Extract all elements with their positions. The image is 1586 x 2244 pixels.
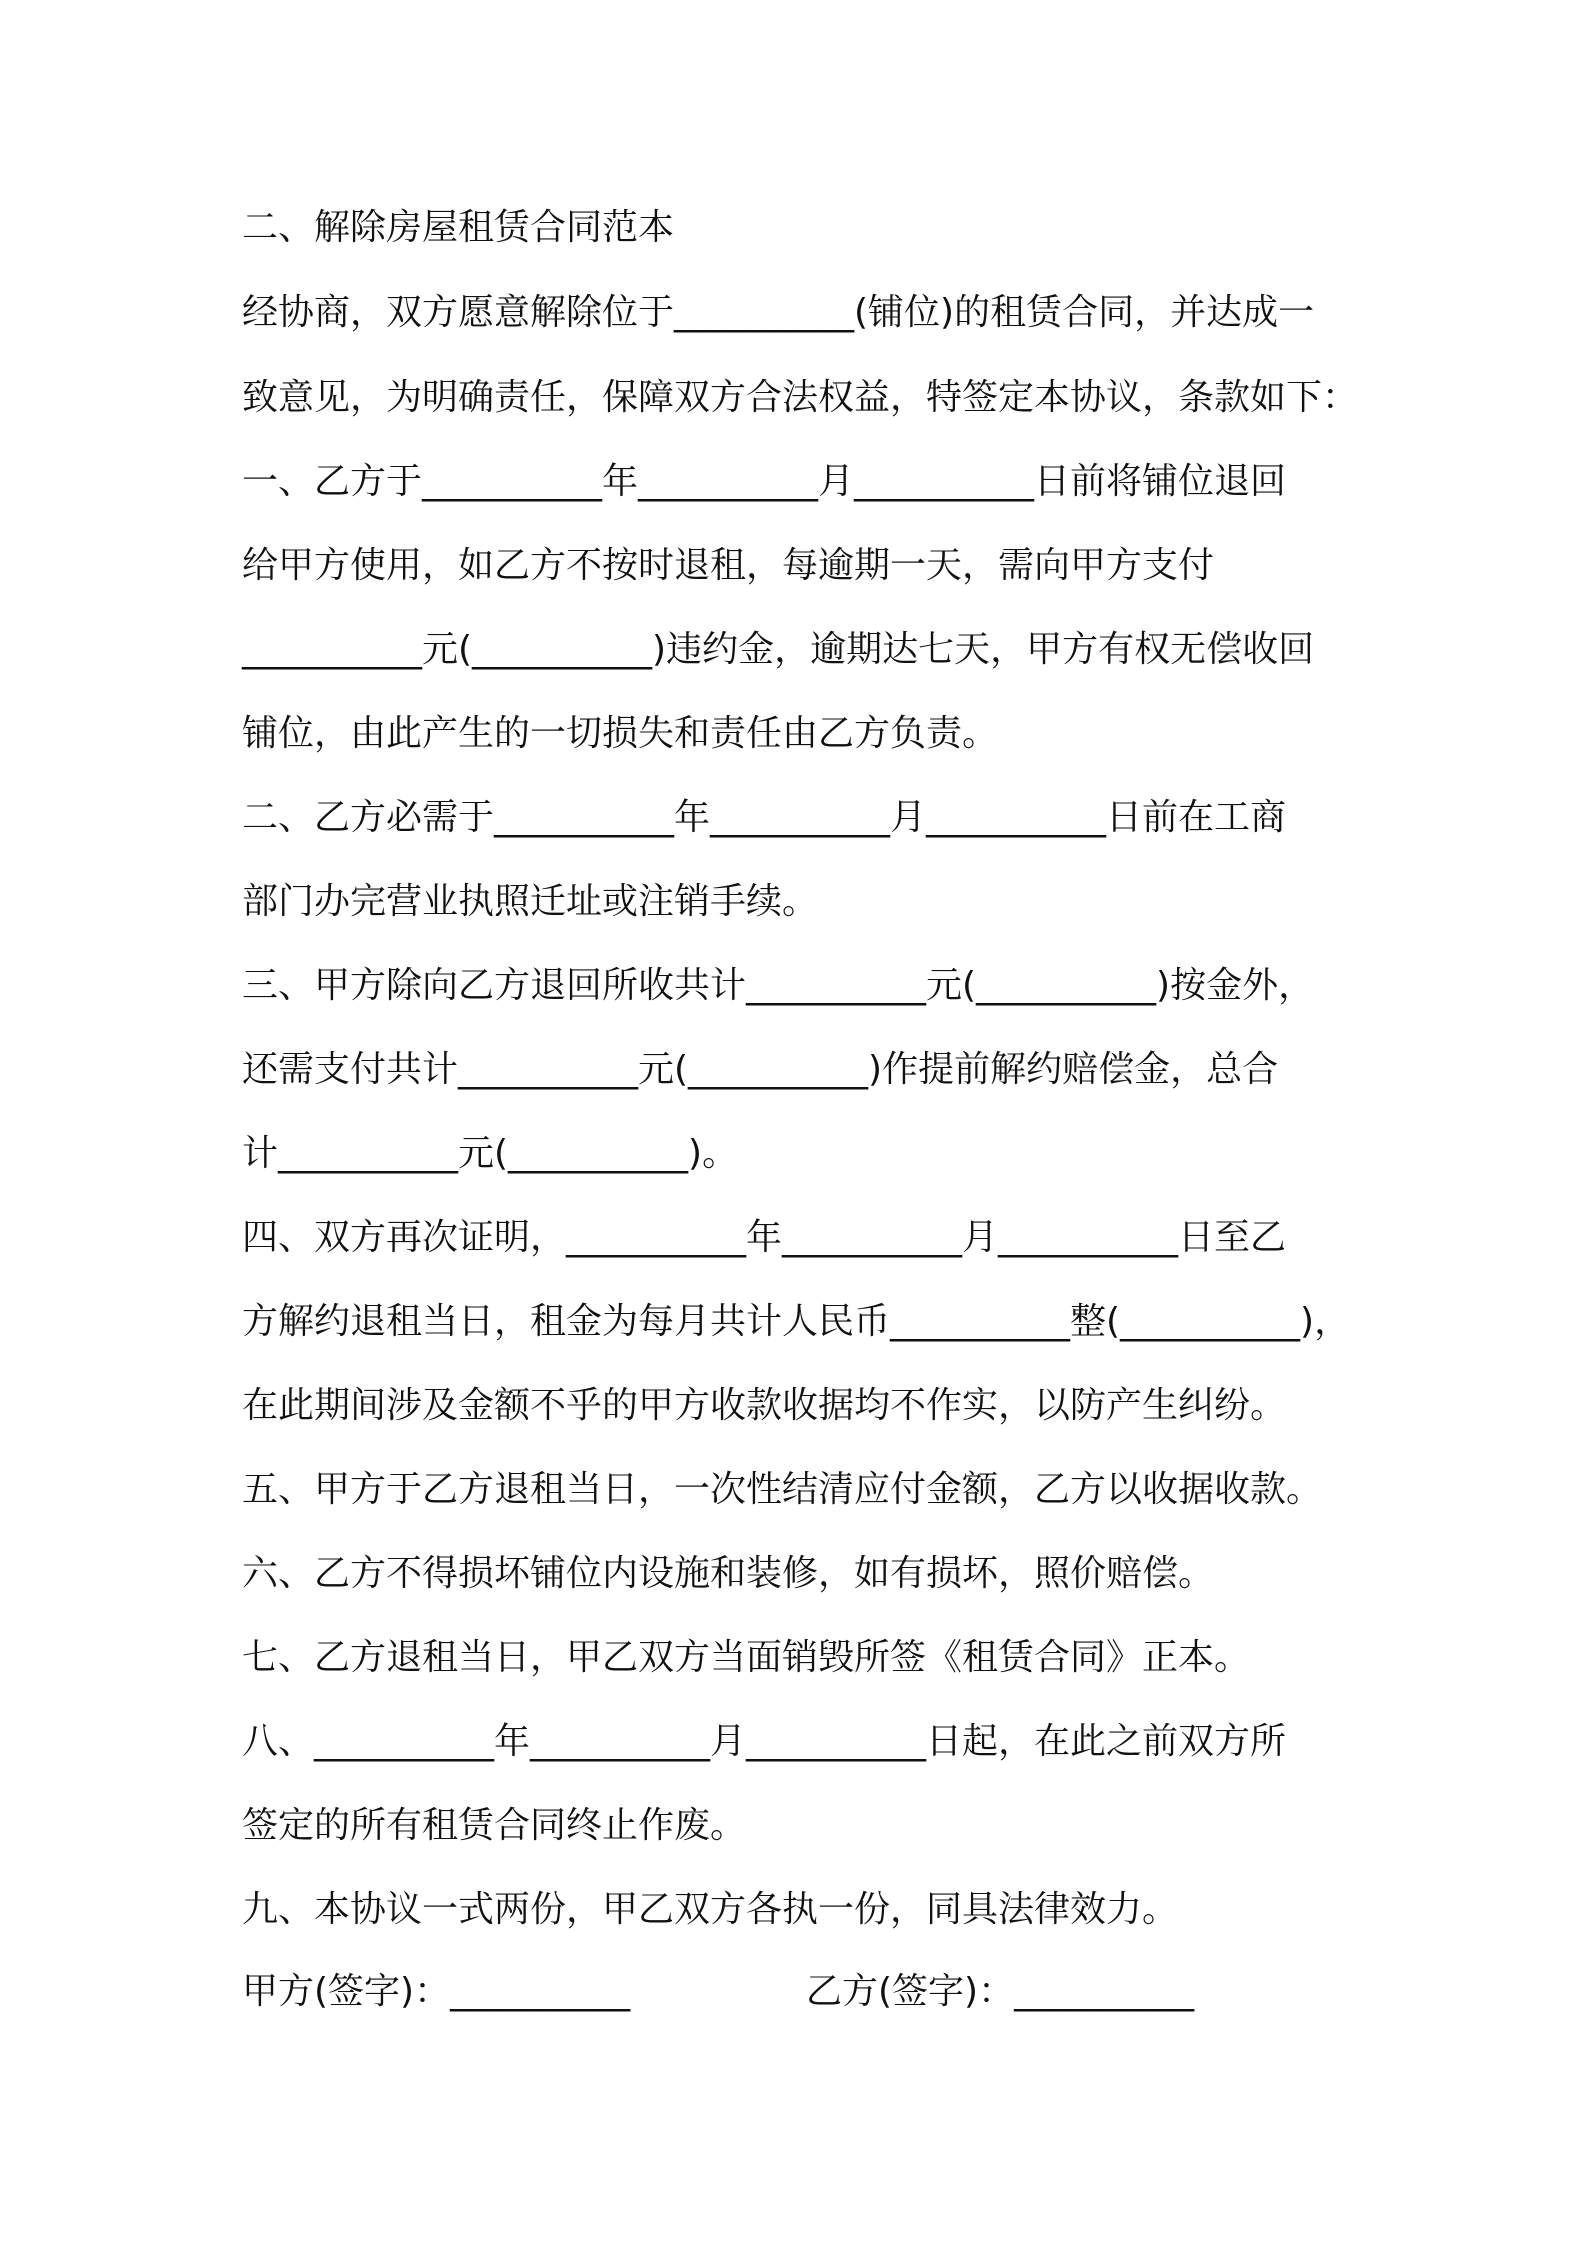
clause-1-line: 一、乙方于__________年__________月__________日前将铺位退回 xyxy=(242,461,1287,502)
clause-3-line: 计__________元(__________)。 xyxy=(242,1133,739,1174)
paragraph-line: 致意见，为明确责任，保障双方合法权益，特签定本协议，条款如下： xyxy=(242,377,1359,418)
clause-9-line: 九、本协议一式两份，甲乙双方各执一份，同具法律效力。 xyxy=(242,1889,1179,1930)
clause-8-line: 签定的所有租赁合同终止作废。 xyxy=(242,1805,747,1846)
clause-8-line: 八、__________年__________月__________日起，在此之前双方所 xyxy=(242,1721,1287,1762)
section-heading: 二、解除房屋租赁合同范本 xyxy=(242,207,675,248)
clause-4-line: 方解约退租当日，租金为每月共计人民币__________整(__________)， xyxy=(242,1301,1351,1342)
clause-3-line: 三、甲方除向乙方退回所收共计__________元(__________)按金外， xyxy=(242,965,1315,1006)
clause-3-line: 还需支付共计__________元(__________)作提前解约赔偿金，总合 xyxy=(242,1049,1279,1090)
clause-1-line: 铺位，由此产生的一切损失和责任由乙方负责。 xyxy=(242,713,999,754)
clause-4-line: 四、双方再次证明，__________年__________月__________日至乙 xyxy=(242,1217,1287,1258)
paragraph-line: 经协商，双方愿意解除位于__________(铺位)的租赁合同，并达成一 xyxy=(242,292,1315,333)
clause-7-line: 七、乙方退租当日，甲乙双方当面销毁所签《租赁合同》正本。 xyxy=(242,1637,1251,1678)
clause-4-line: 在此期间涉及金额不乎的甲方收款收据均不作实，以防产生纠纷。 xyxy=(242,1385,1287,1426)
clause-2-line: 二、乙方必需于__________年__________月__________日前在工商 xyxy=(242,797,1287,838)
clause-2-line: 部门办完营业执照迁址或注销手续。 xyxy=(242,881,819,922)
party-a-signature: 甲方(签字)：__________ xyxy=(242,1971,631,2012)
party-b-signature: 乙方(签字)：__________ xyxy=(806,1971,1195,2012)
clause-1-line: __________元(__________)违约金，逾期达七天，甲方有权无偿收回 xyxy=(242,629,1315,670)
clause-1-line: 给甲方使用，如乙方不按时退租，每逾期一天，需向甲方支付 xyxy=(242,545,1215,586)
clause-6-line: 六、乙方不得损坏铺位内设施和装修，如有损坏，照价赔偿。 xyxy=(242,1553,1215,1594)
clause-5-line: 五、甲方于乙方退租当日，一次性结清应付金额，乙方以收据收款。 xyxy=(242,1469,1323,1510)
